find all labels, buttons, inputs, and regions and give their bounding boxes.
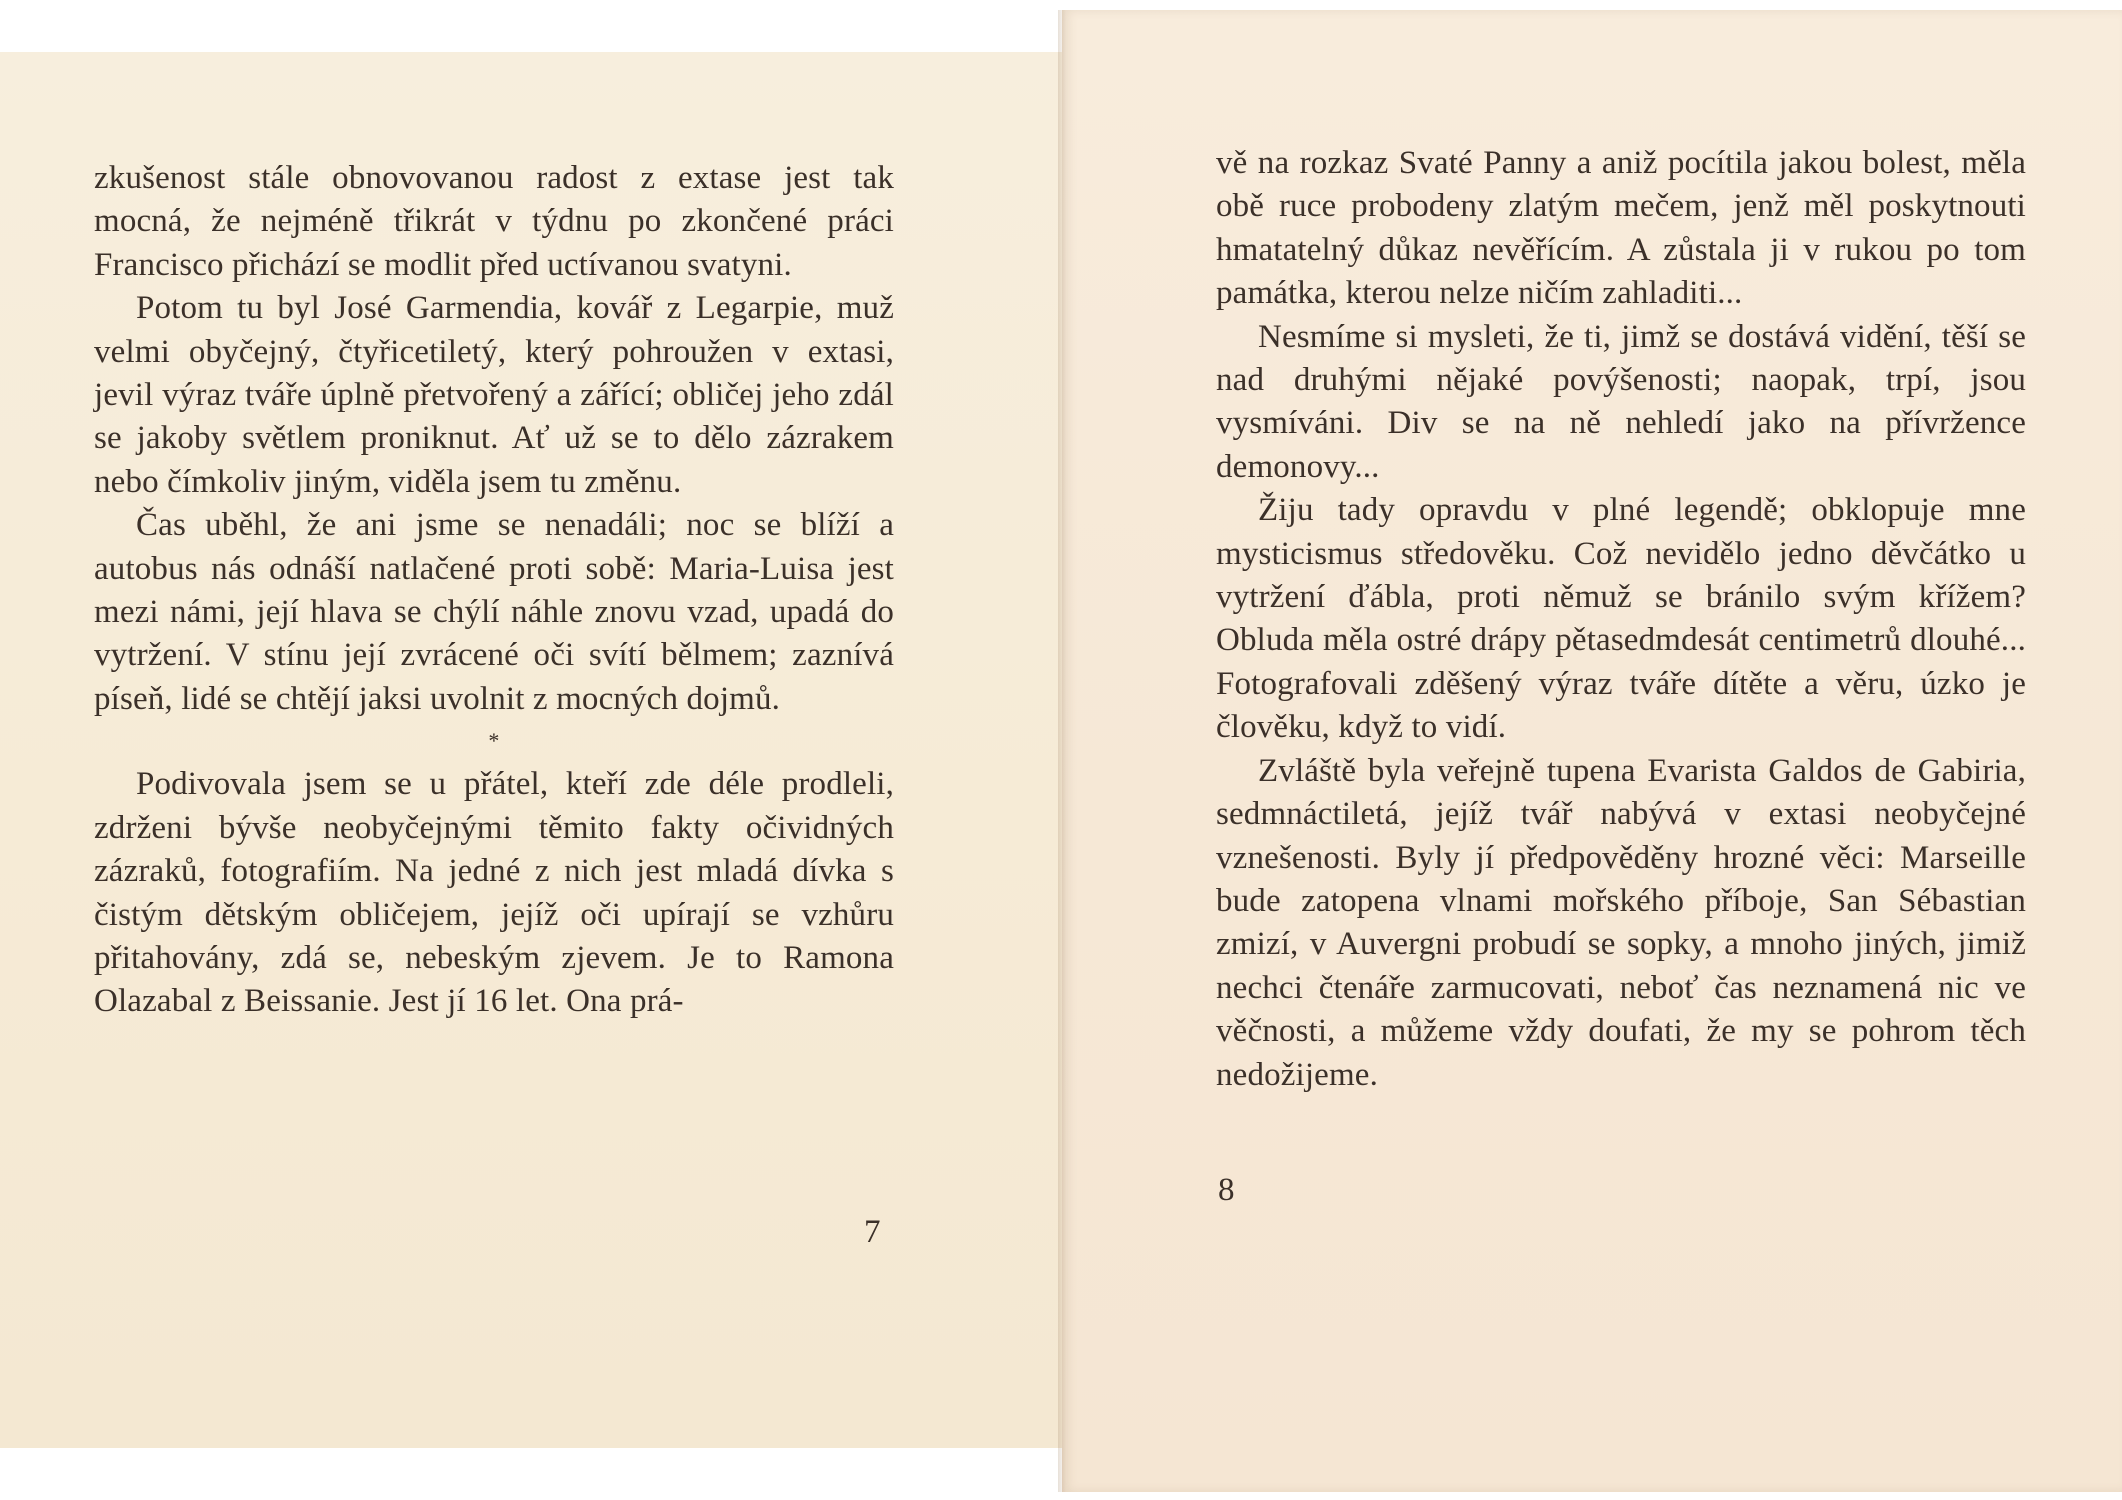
paragraph: Podivovala jsem se u přátel, kteří zde déle prodleli, zdrženi bývše neobyčejnými těmito fakty očividných zázraků, fotografiím. Na jedné z nich jest mladá dívka s čistým dětským obličejem, jejíž oči upírají se vzhůru přitahovány, zdá se, nebeským zjevem. Je to Ramona Olazabal z Beissanie. Jest jí 16 let. Ona prá- <box>94 766 894 1020</box>
paragraph: Žiju tady opravdu v plné legendě; obklopuje mne mysticismus středověku. Což nevidělo jedno děvčátko u vytržení ďábla, proti němuž se bránilo svým křížem? Obluda měla ostré drápy pětasedmdesát centimetrů dlouhé... Fotografovali zděšený výraz tváře dítěte a věru, úzko je člověku, když to vidí. <box>1216 492 2026 746</box>
left-page <box>0 52 1062 1448</box>
paragraph: Zvláště byla veřejně tupena Evarista Galdos de Gabiria, sedmnáctiletá, jejíž tvář nabývá v extasi neobyčejné vznešenosti. Byly jí předpověděny hrozné věci: Marseille bude zatopena vlnami mořského příboje, San Sébastian zmizí, v Auvergni probudí se sopky, a mnoho jiných, jimiž nechci čtenáře zarmucovati, neboť čas neznamená nic ve věčnosti, a můžeme vždy doufati, že my se pohrom těch nedožijeme. <box>1216 752 2026 1093</box>
section-separator: * <box>488 728 500 754</box>
paragraph: Potom tu byl José Garmendia, kovář z Legarpie, muž velmi obyčejný, čtyřicetiletý, který pohroužen v extasi, jevil výraz tváře úplně přetvořený a zářící; obličej jeho zdál se jakoby světlem proniknut. Ať už se to dělo zázrakem nebo čímkoliv jiným, viděla jsem tu změnu. <box>94 290 894 500</box>
paragraph: zkušenost stále obnovovanou radost z extase jest tak mocná, že nejméně třikrát v týdnu po zkončené práci Francisco přichází se modlit před uctívanou svatyni. <box>94 160 894 283</box>
page-number: 8 <box>1218 1172 1235 1208</box>
right-page <box>1062 10 2122 1492</box>
page-number: 7 <box>864 1214 881 1250</box>
book-spine <box>1058 10 1066 1492</box>
left-page-text <box>94 157 894 1024</box>
right-page-text <box>1216 142 2026 1097</box>
paragraph: Čas uběhl, že ani jsme se nenadáli; noc se blíží a autobus nás odnáší natlačené proti sobě: Maria-Luisa jest mezi námi, její hlava se chýlí náhle znovu vzad, upadá do vytržení. V stínu její zvrácené oči svítí bělmem; zaznívá píseň, lidé se chtějí jaksi uvolnit z mocných dojmů. <box>94 507 894 717</box>
paragraph: vě na rozkaz Svaté Panny a aniž pocítila jakou bolest, měla obě ruce probodeny zlatým mečem, jenž měl poskytnouti hmatatelný důkaz nevěřícím. A zůstala ji v rukou po tom památka, kterou nelze ničím zahladiti... <box>1216 145 2026 312</box>
paragraph: Nesmíme si mysleti, že ti, jimž se dostává vidění, těší se nad druhými nějaké povýšenosti; naopak, trpí, jsou vysmíváni. Div se na ně nehledí jako na přívržence demonovy... <box>1216 318 2026 485</box>
